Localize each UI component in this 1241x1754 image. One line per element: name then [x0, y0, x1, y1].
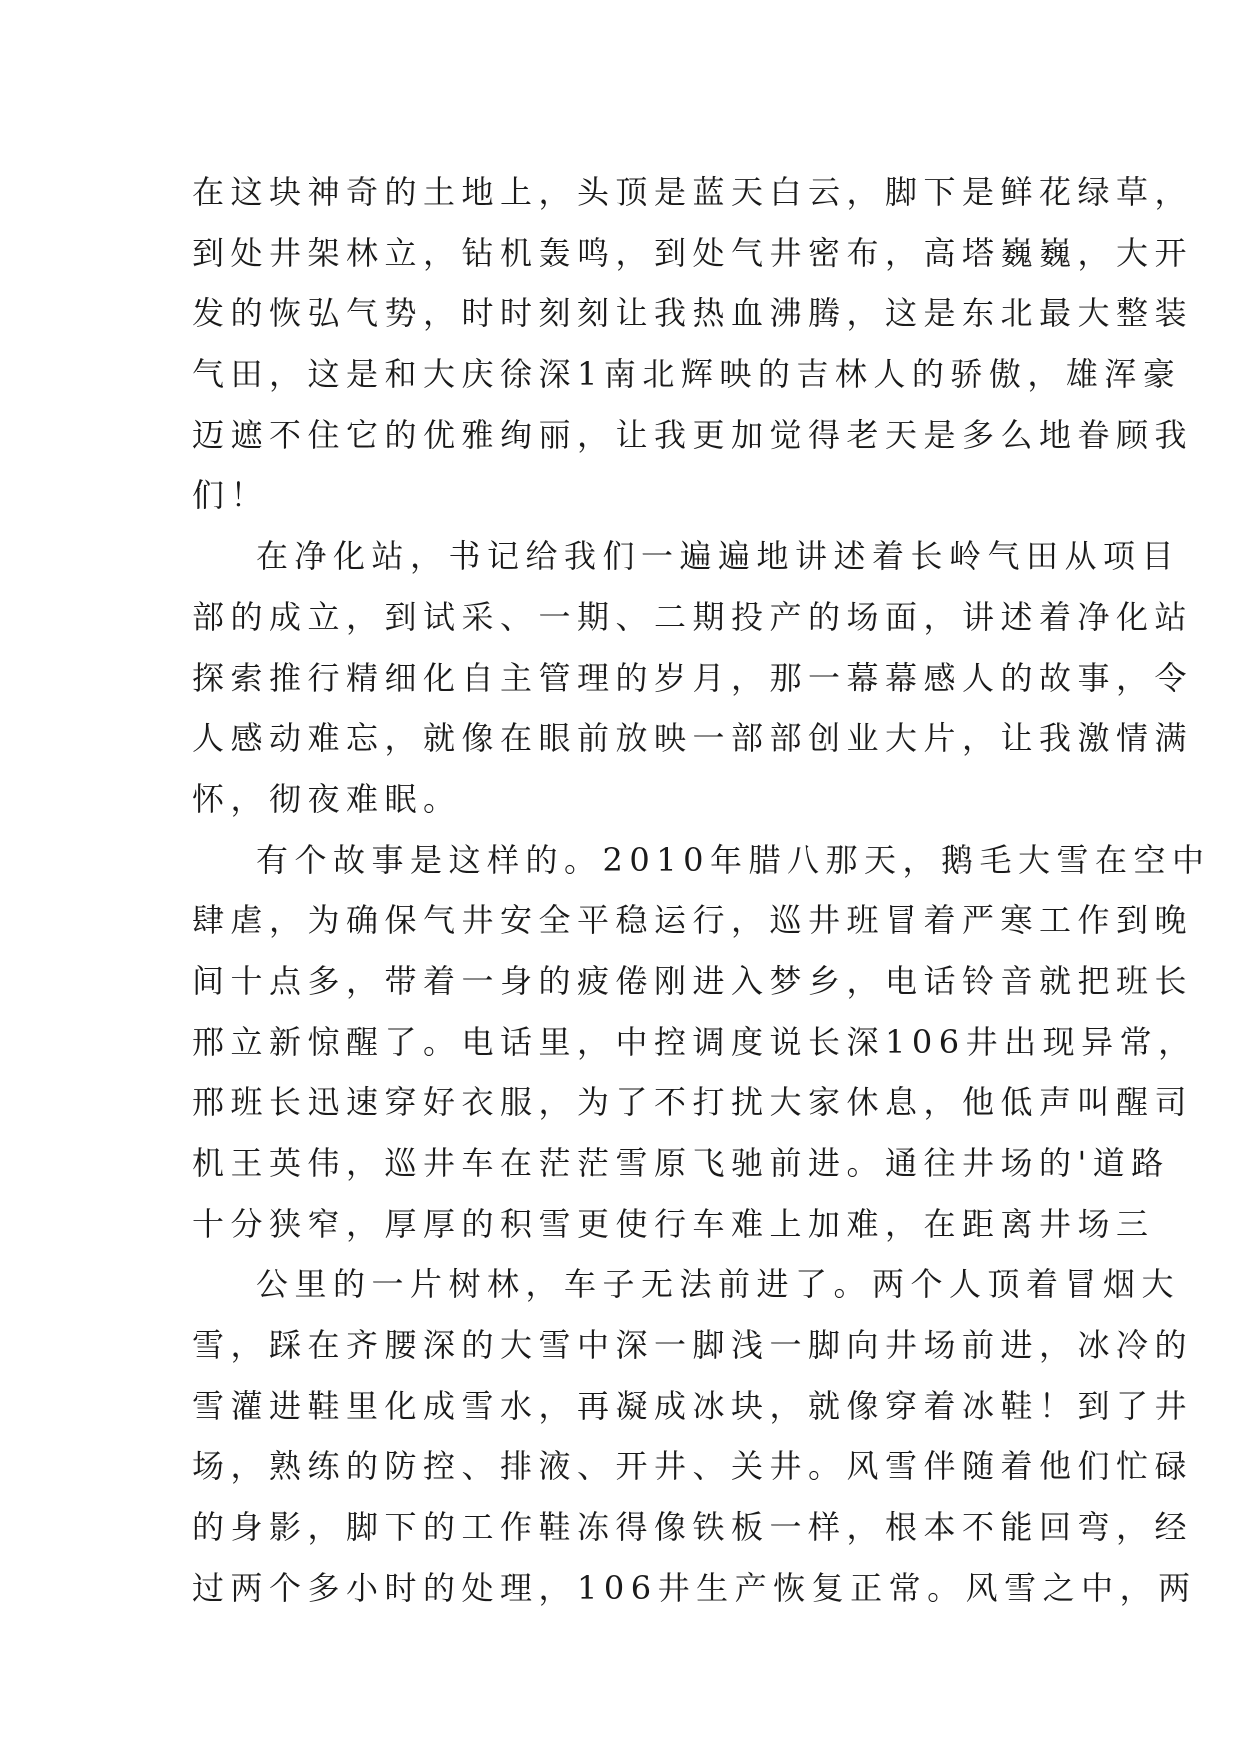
text-line: 公里的一片树林，车子无法前进了。两个人顶着冒烟大: [256, 1265, 1181, 1304]
text-line: 迈遮不住它的优雅绚丽，让我更加觉得老天是多么地眷顾我: [192, 415, 1194, 454]
text-line: 场，熟练的防控、排液、开井、关井。风雪伴随着他们忙碌: [192, 1447, 1194, 1486]
text-line: 邢班长迅速穿好衣服，为了不打扰大家休息，他低声叫醒司: [192, 1083, 1194, 1122]
text-line: 们！: [192, 476, 270, 515]
text-line: 雪，踩在齐腰深的大雪中深一脚浅一脚向井场前进，冰冷的: [192, 1326, 1194, 1365]
text-line: 肆虐，为确保气井安全平稳运行，巡井班冒着严寒工作到晚: [192, 901, 1194, 940]
text-line: 到处井架林立，钻机轰鸣，到处气井密布，高塔巍巍，大开: [192, 233, 1194, 272]
text-line: 在净化站，书记给我们一遍遍地讲述着长岭气田从项目: [256, 537, 1181, 576]
text-line: 发的恢弘气势，时时刻刻让我热血沸腾，这是东北最大整装: [192, 294, 1194, 333]
text-line: 怀，彻夜难眠。: [192, 779, 462, 818]
text-line: 邢立新惊醒了。电话里，中控调度说长深106井出现异常，: [192, 1022, 1197, 1061]
text-line: 部的成立，到试采、一期、二期投产的场面，讲述着净化站: [192, 597, 1194, 636]
text-line: 十分狭窄，厚厚的积雪更使行车难上加难，在距离井场三: [192, 1204, 1155, 1243]
text-line: 的身影，脚下的工作鞋冻得像铁板一样，根本不能回弯，经: [192, 1508, 1194, 1547]
text-line: 探索推行精细化自主管理的岁月，那一幕幕感人的故事，令: [192, 658, 1194, 697]
text-line: 气田，这是和大庆徐深1南北辉映的吉林人的骄傲，雄浑豪: [192, 355, 1182, 394]
text-line: 有个故事是这样的。2010年腊八那天，鹅毛大雪在空中: [256, 840, 1211, 879]
text-line: 在这块神奇的土地上，头顶是蓝天白云，脚下是鲜花绿草，: [192, 173, 1194, 211]
document-body: [192, 162, 1211, 1619]
text-line: 雪灌进鞋里化成雪水，再凝成冰块，就像穿着冰鞋！到了井: [192, 1386, 1194, 1425]
text-line: 人感动难忘，就像在眼前放映一部部创业大片，让我激情满: [192, 719, 1194, 758]
text-line: 机王英伟，巡井车在茫茫雪原飞驰前进。通往井场的'道路: [192, 1144, 1170, 1182]
text-line: 过两个多小时的处理，106井生产恢复正常。风雪之中，两: [192, 1568, 1197, 1607]
text-line: 间十点多，带着一身的疲倦刚进入梦乡，电话铃音就把班长: [192, 961, 1194, 1000]
